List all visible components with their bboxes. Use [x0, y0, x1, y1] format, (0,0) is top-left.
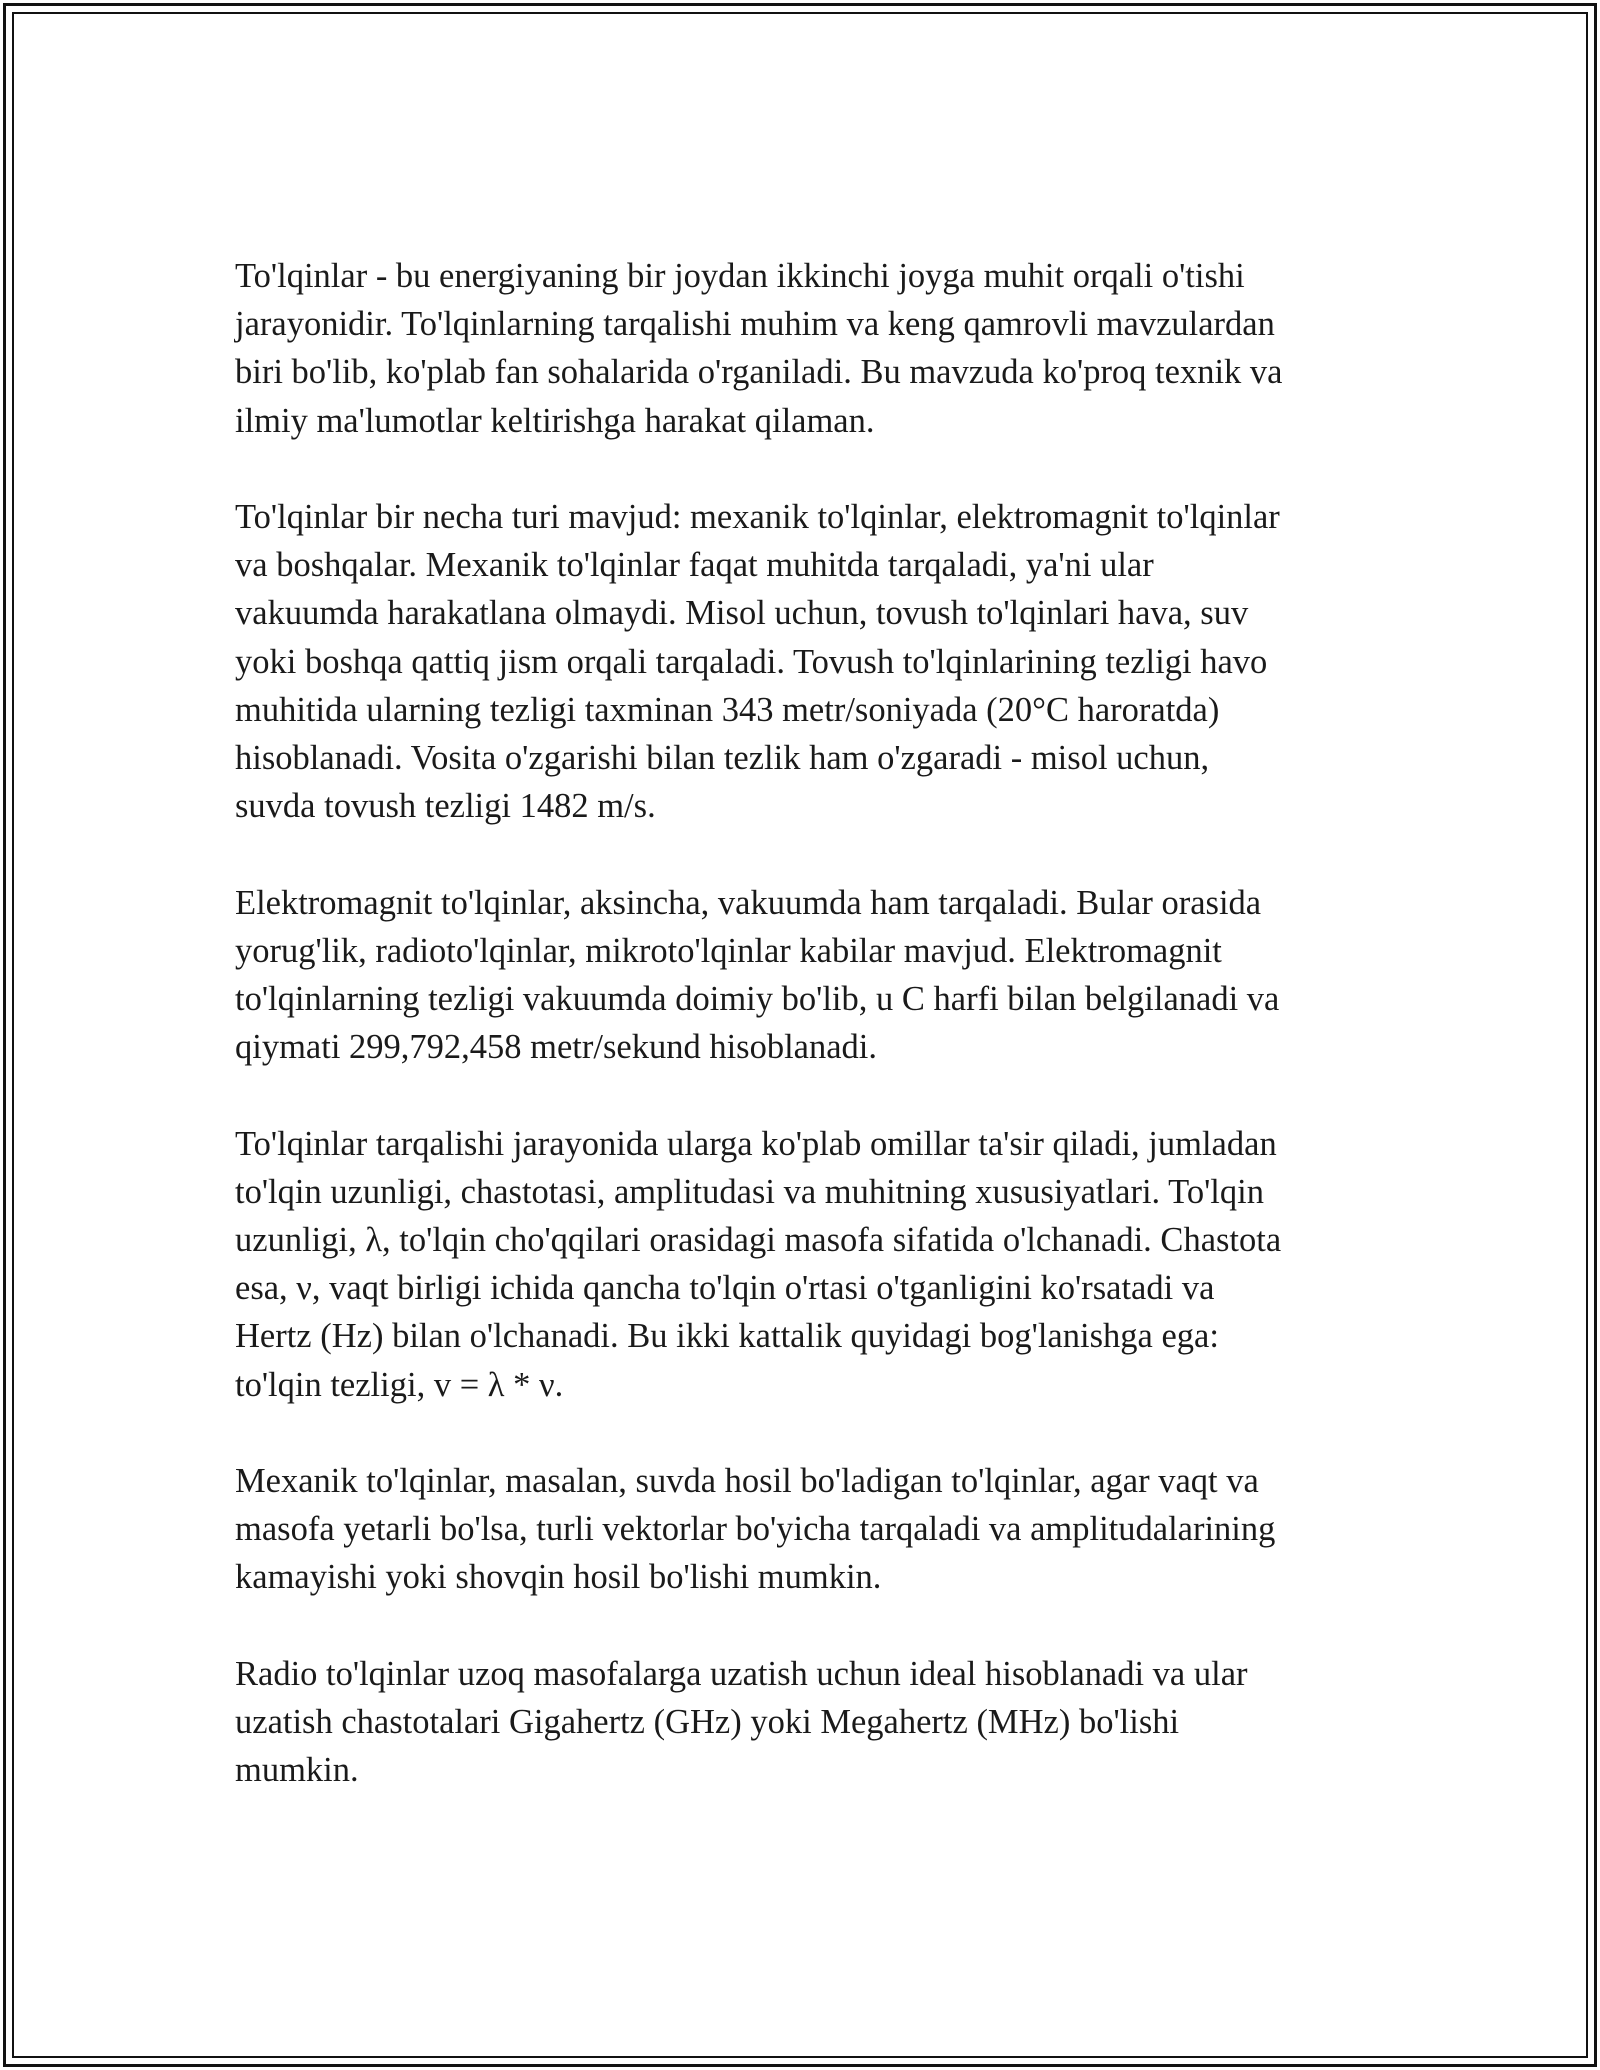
- paragraph-6: Radio to'lqinlar uzoq masofalarga uzatish uchun ideal hisoblanadi va ular uzatish chastotalari Gigahertz (GHz) yoki Megahertz (MHz) bo'lishi mumkin.: [235, 1654, 1248, 1790]
- paragraph-3: Elektromagnit to'lqinlar, aksincha, vakuumda ham tarqaladi. Bular orasida yorug'lik, radioto'lqinlar, mikroto'lqinlar kabilar mavjud. Elektromagnit to'lqinlarning tezligi vakuumda doimiy bo'lib, u C harfi bilan belgilanadi va qiymati 299,792,458 metr/sekund hisoblanadi.: [235, 883, 1280, 1067]
- paragraph-2: To'lqinlar bir necha turi mavjud: mexanik to'lqinlar, elektromagnit to'lqinlar va boshqalar. Mexanik to'lqinlar faqat muhitda tarqaladi, ya'ni ular vakuumda harakatlana olmaydi. Misol uchun, tovush to'lqinlari hava, suv yoki boshqa qattiq jism orqali tarqaladi. Tovush to'lqinlarining tezligi havo muhitida ularning tezligi taxminan 343 metr/soniyada (20°C haroratda) hisoblanadi. Vosita o'zgarishi bilan tezlik ham o'zgaradi - misol uchun, suvda tovush tezligi 1482 m/s.: [235, 498, 1280, 826]
- paragraph-1: To'lqinlar - bu energiyaning bir joydan ikkinchi joyga muhit orqali o'tishi jarayonidir. To'lqinlarning tarqalishi muhim va keng qamrovli mavzulardan biri bo'lib, ko'plab fan sohalarida o'rganiladi. Bu mavzuda ko'proq texnik va ilmiy ma'lumotlar keltirishga harakat qilaman.: [235, 257, 1283, 440]
- paragraph-5: Mexanik to'lqinlar, masalan, suvda hosil bo'ladigan to'lqinlar, agar vaqt va masofa yetarli bo'lsa, turli vektorlar bo'yicha tarqaladi va amplitudalarining kamayishi yoki shovqin hosil bo'lishi mumkin.: [235, 1462, 1276, 1597]
- document-body: [235, 252, 1365, 1843]
- paragraph-4: To'lqinlar tarqalishi jarayonida ularga ko'plab omillar ta'sir qiladi, jumladan to'lqin uzunligi, chastotasi, amplitudasi va muhitning xususiyatlari. To'lqin uzunligi, λ, to'lqin cho'qqilari orasidagi masofa sifatida o'lchanadi. Chastota esa, ν, vaqt birligi ichida qancha to'lqin o'rtasi o'tganligini ko'rsatadi va Hertz (Hz) bilan o'lchanadi. Bu ikki kattalik quyidagi bog'lanishga ega: to'lqin tezligi, v = λ * ν.: [235, 1124, 1282, 1404]
